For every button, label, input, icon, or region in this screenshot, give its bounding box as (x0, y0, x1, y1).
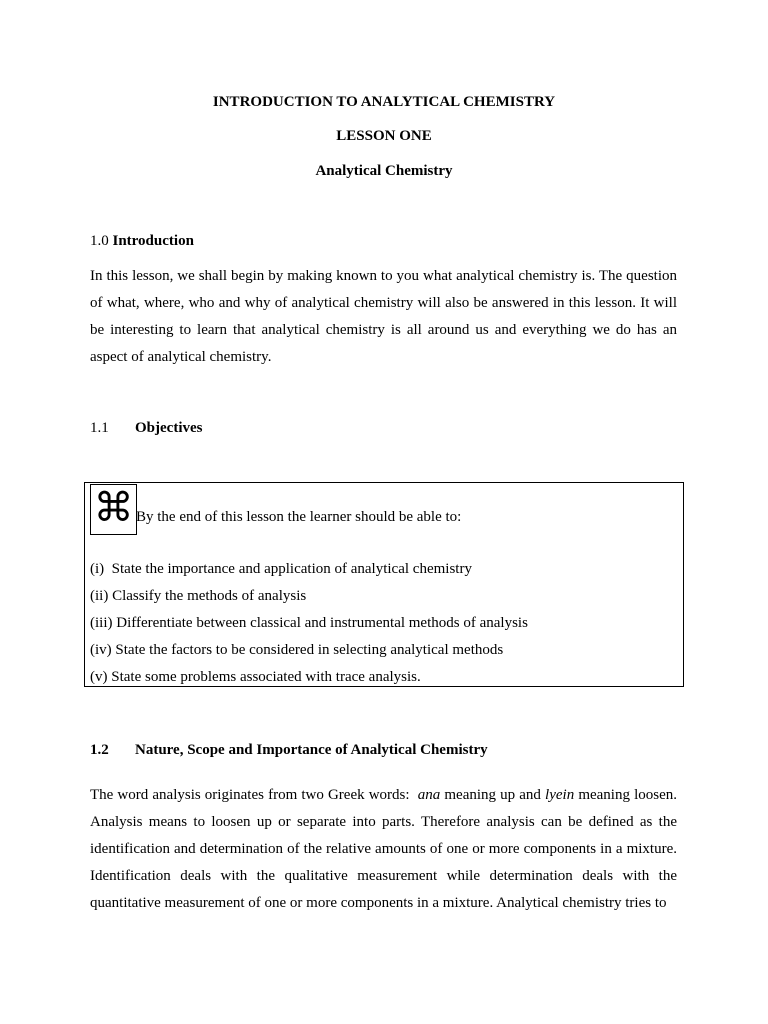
greek-word-lyein: lyein (545, 787, 575, 803)
section-title: Introduction (112, 233, 194, 249)
section-number: 1.2 (90, 742, 109, 758)
objective-item: (v) State some problems associated with trace analysis. (90, 669, 421, 685)
objectives-lead: By the end of this lesson the learner should be able to: (136, 509, 462, 525)
paragraph-text: meaning up and (440, 787, 546, 803)
section-title: Nature, Scope and Importance of Analytical Chemistry (135, 742, 488, 758)
section-title: Objectives (135, 420, 203, 436)
document-title: INTRODUCTION TO ANALYTICAL CHEMISTRY (212, 94, 556, 110)
section-number: 1.0 (90, 233, 109, 249)
section-nature-heading (90, 742, 488, 759)
objective-item: (i) State the importance and application of analytical chemistry (90, 561, 472, 577)
introduction-paragraph: In this lesson, we shall begin by making known to you what analytical chemistry is. The question of what, where, who and why of analytical chemistry will also be answered in this lesson. It will be interesting to learn that analytical chemistry is all around us and everything we do has an aspect of analytical chemistry. (90, 268, 677, 365)
section-objectives-heading (90, 420, 203, 437)
objectives-box (84, 482, 684, 687)
objective-item: (iv) State the factors to be considered in selecting analytical methods (90, 642, 504, 658)
lesson-subtitle: Analytical Chemistry (315, 163, 453, 179)
lesson-label: LESSON ONE (336, 128, 432, 144)
objective-item: (iii) Differentiate between classical and instrumental methods of analysis (90, 615, 528, 631)
section-number: 1.1 (90, 420, 109, 436)
command-icon: ⌘ (90, 484, 137, 535)
objective-item: (ii) Classify the methods of analysis (90, 588, 307, 604)
section-introduction-heading (90, 233, 194, 250)
nature-paragraph (90, 782, 677, 917)
greek-word-ana: ana (417, 787, 441, 803)
paragraph-text: meaning loosen. Analysis means to loosen up or separate into parts. Therefore analysis can be defined as the identification and determination of the relative amounts of one or more components in a mixture. Identification deals with the qualitative measurement while determination deals with the quantitative measurement of one or more components in a mixture. Analytical chemistry tries to (90, 787, 677, 911)
paragraph-text: The word analysis originates from two Greek words: (90, 787, 418, 803)
